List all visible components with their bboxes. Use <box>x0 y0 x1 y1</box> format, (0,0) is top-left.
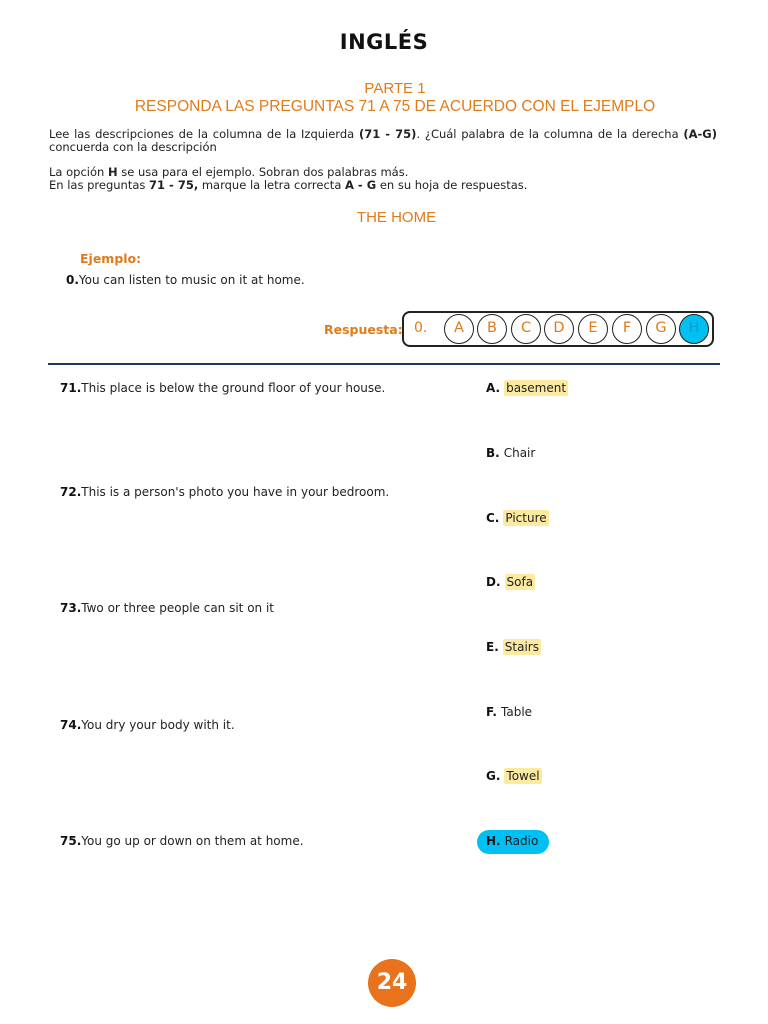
bubble-c[interactable]: C <box>511 314 541 344</box>
question-71: 71.This place is below the ground floor of your house. <box>60 381 386 395</box>
question-73: 73.Two or three people can sit on it <box>60 601 274 615</box>
option-h: H. Radio <box>486 834 539 848</box>
bubble-e[interactable]: E <box>578 314 608 344</box>
bubble-a[interactable]: A <box>444 314 474 344</box>
description-line-2: concuerda con la descripción <box>49 140 217 154</box>
page-number: 24 <box>368 959 416 1007</box>
instruction-heading: RESPONDA LAS PREGUNTAS 71 A 75 DE ACUERDO CON EL EJEMPLO <box>134 98 656 115</box>
bubble-g[interactable]: G <box>646 314 676 344</box>
answer-number: 0. <box>414 320 428 336</box>
option-d: D. Sofa <box>486 575 534 589</box>
example-label: Ejemplo: <box>80 251 142 266</box>
divider <box>48 363 720 365</box>
answer-label: Respuesta: <box>324 322 403 337</box>
question-75: 75.You go up or down on them at home. <box>60 834 304 848</box>
option-e: E. Stairs <box>486 640 539 654</box>
option-g: G. Towel <box>486 769 540 783</box>
description-line-3: La opción H se usa para el ejemplo. Sobran dos palabras más. <box>49 165 409 179</box>
bubble-b[interactable]: B <box>477 314 507 344</box>
question-72: 72.This is a person's photo you have in your bedroom. <box>60 485 390 499</box>
example-question: 0.You can listen to music on it at home. <box>66 273 305 287</box>
bubble-h-selected[interactable]: H <box>679 314 709 344</box>
description-line-1: Lee las descripciones de la columna de la Izquierda (71 - 75). ¿Cuál palabra de la columna de la derecha (A-G) <box>49 127 717 141</box>
section-title: THE HOME <box>356 209 437 226</box>
description-line-4: En las preguntas 71 - 75, marque la letra correcta A - G en su hoja de respuestas. <box>49 178 528 192</box>
page-title: INGLÉS <box>339 30 429 54</box>
part-heading: PARTE 1 <box>364 80 426 97</box>
option-a: A. basement <box>486 381 567 395</box>
option-b: B. Chair <box>486 446 536 460</box>
bubble-f[interactable]: F <box>612 314 642 344</box>
option-f: F. Table <box>486 705 533 719</box>
bubble-d[interactable]: D <box>544 314 574 344</box>
option-c: C. Picture <box>486 511 547 525</box>
question-74: 74.You dry your body with it. <box>60 718 235 732</box>
